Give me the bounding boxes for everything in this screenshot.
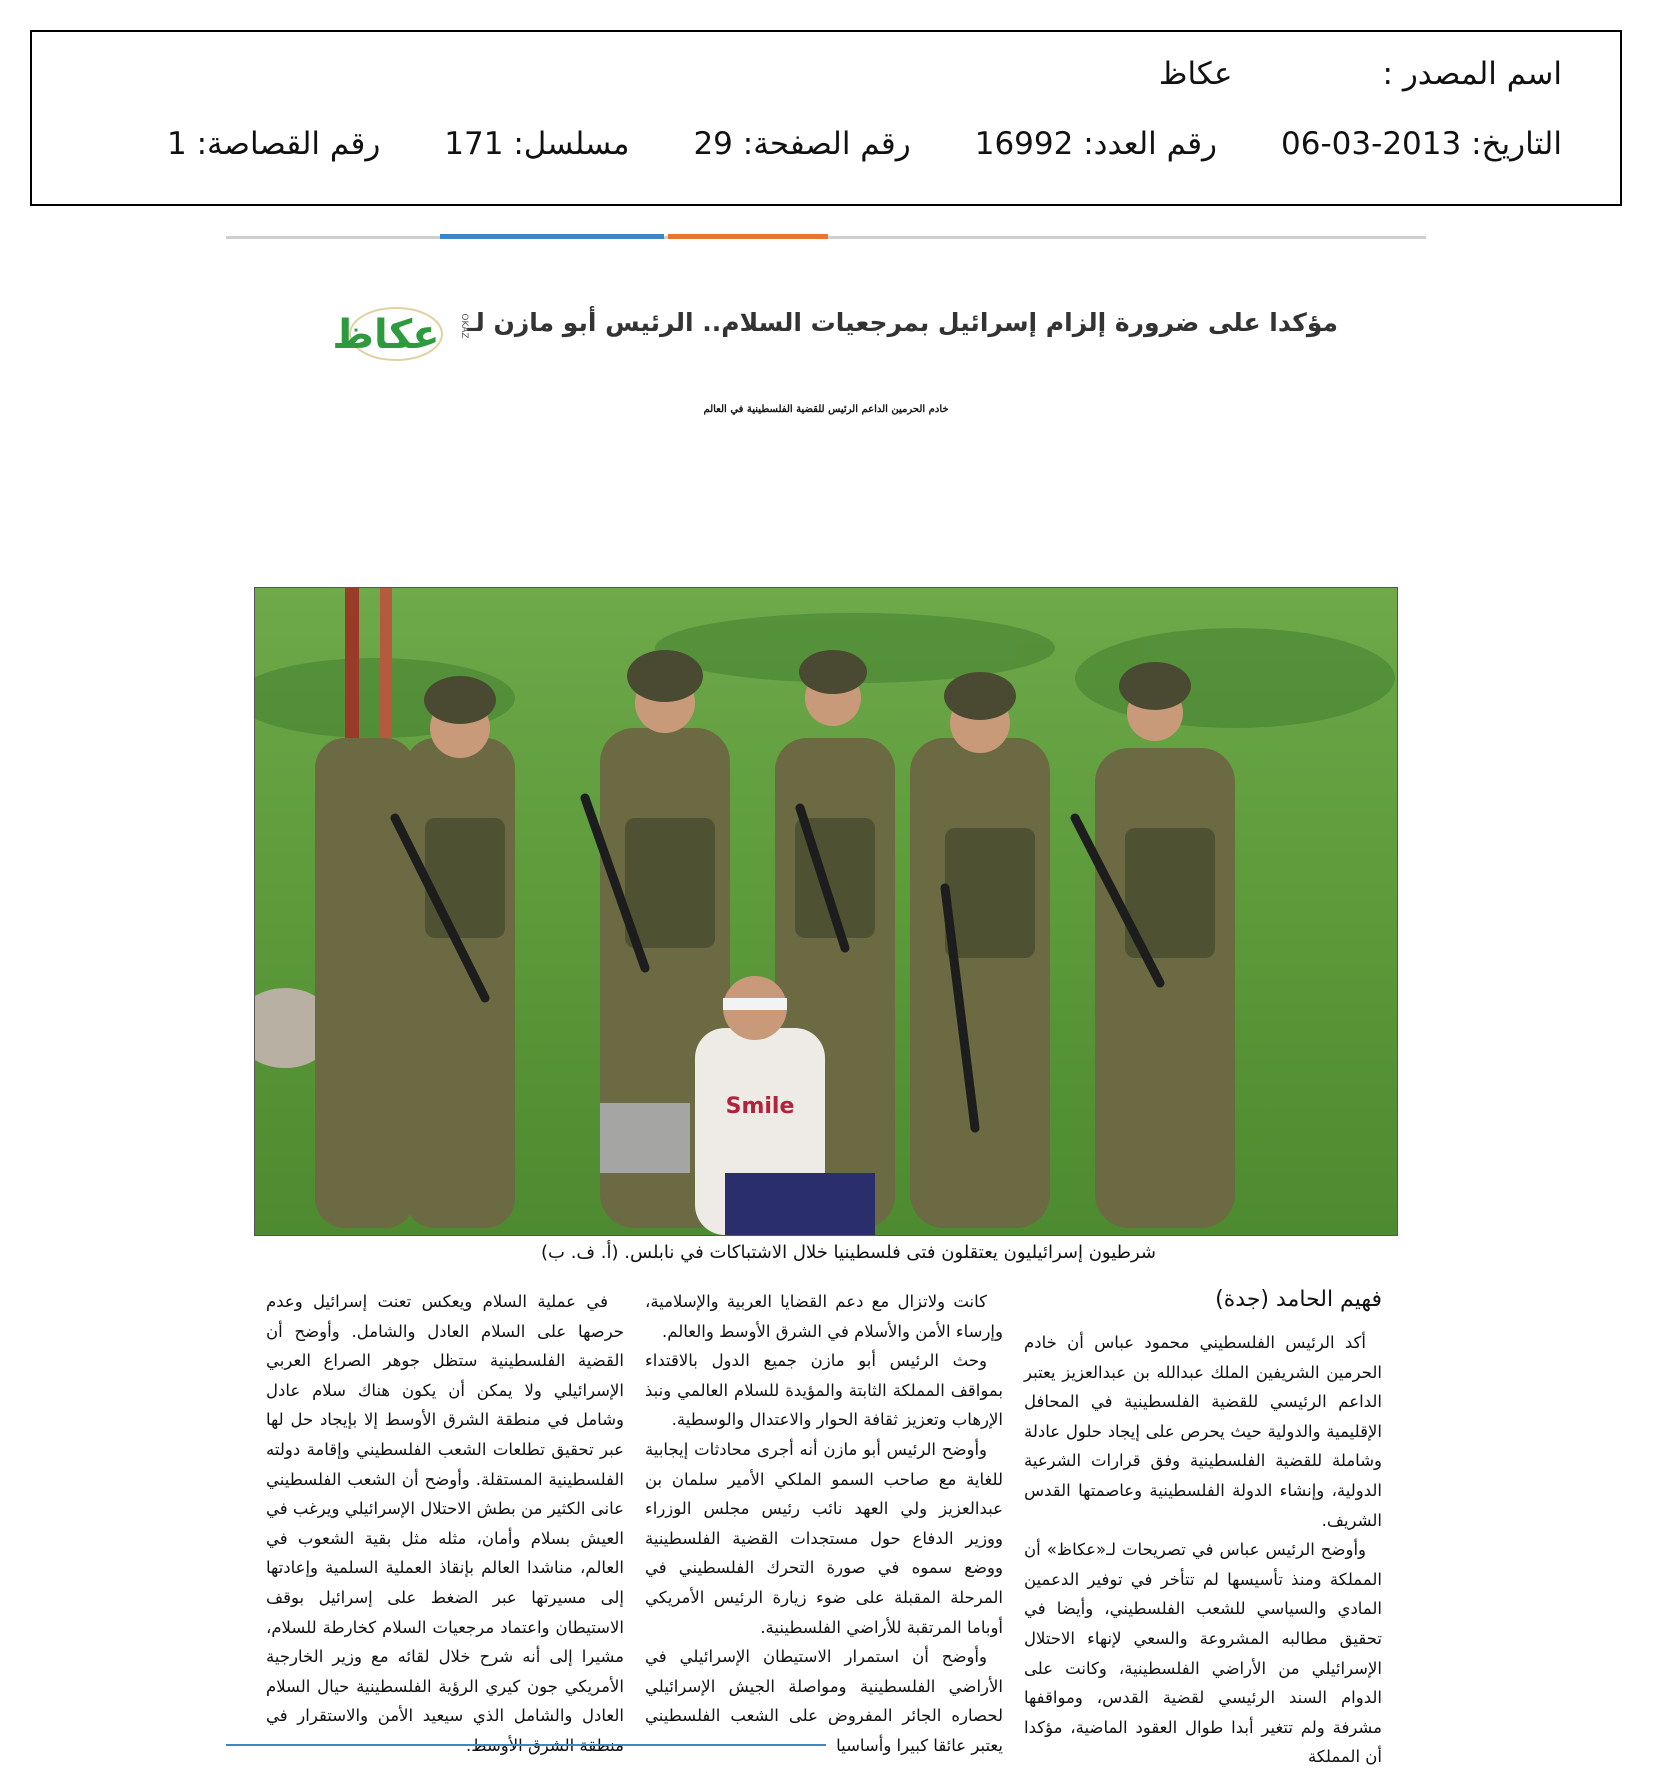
date-label: التاريخ: [1471,126,1562,162]
paragraph: كانت ولاتزال مع دعم القضايا العربية والإسلامية، وإرساء الأمن والأسلام في الشرق الأوسط والعالم. [645,1292,1003,1341]
source-row [1159,56,1562,92]
source-label: اسم المصدر : [1382,56,1562,92]
article-column-1 [1024,1328,1382,1772]
shirt-text: Smile [725,1094,795,1119]
logo-text: عكاظ [332,312,440,358]
page-field [693,126,910,162]
logo-sub-text: OKAZ [459,313,469,339]
issue-label: رقم العدد: [1083,126,1218,162]
paragraph: أكد الرئيس الفلسطيني محمود عباس أن خادم الحرمين الشريفين الملك عبدالله بن عبدالعزيز يعتبر الداعم الرئيسي للقضية الفلسطينية في المحافل الإقليمية والدولية حيث يحرص على إيجاد حلول عادلة وشاملة للقضية الفلسطينية وفق قرارات الشرعية الدولية، وإنشاء الدولة الفلسطينية وعاصمتها القدس الشريف. [1024,1333,1382,1530]
byline: فهيم الحامد (جدة) [1215,1287,1382,1312]
paragraph: وأوضح الرئيس عباس في تصريحات لـ«عكاظ» أن المملكة ومنذ تأسيسها لم تتأخر في توفير الدعمين المادي والسياسي للشعب الفلسطيني، وأيضا في تحقيق مطالبه المشروعة والسعي لإنهاء الاحتلال الإسرائيلي من الأراضي الفلسطينية، وكانت على الدوام السند الرئيسي لقضية القدس، ومواقفها مشرفة ولم تتغير أبدا طوال العقود الماضية، مؤكدا أن المملكة [1024,1540,1382,1767]
page-label: رقم الصفحة: [742,126,911,162]
source-value: عكاظ [1158,56,1233,92]
paragraph: وأوضح الرئيس أبو مازن أنه أجرى محادثات إيجابية للغاية مع صاحب السمو الملكي الأمير سلمان بن عبدالعزيز ولي العهد نائب رئيس مجلس الوزراء ووزير الدفاع حول مستجدات القضية الفلسطينية ووضع سموه في صورة التحرك الفلسطيني في المرحلة المقبلة على ضوء زيارة الرئيس الأمريكي أوباما المرتقبة للأراضي الفلسطينية. [645,1439,1003,1637]
kicker-text: مؤكدا على ضرورة إلزام إسرائيل بمرجعيات السلام.. الرئيس أبو مازن لـ [466,308,1338,337]
details-row [167,126,1562,162]
date-value: 2013-03-06 [1281,126,1462,162]
paragraph: وحث الرئيس أبو مازن جميع الدول بالاقتداء بمواقف المملكة الثابتة والمؤيدة للسلام العالمي ونبذ الإرهاب وتعزيز ثقافة الحوار والاعتدال والوسطية. [645,1351,1003,1430]
page-value: 29 [693,126,733,162]
article-column-2 [645,1287,1003,1761]
news-photo [254,587,1398,1236]
clip-number-value: 1 [166,126,187,162]
headline: خادم الحرمين الداعم الرئيس للقضية الفلسطينية في العالم [703,404,949,415]
serial-field [444,126,629,162]
top-rule [226,236,1426,239]
clip-number-label: رقم القصاصة: [196,126,381,162]
paragraph: في عملية السلام ويعكس تعنت إسرائيل وعدم حرصها على السلام العادل والشامل. وأوضح أن القضية الفلسطينية ستظل جوهر الصراع العربي الإسرائيلي ولا يمكن أن يكون هناك سلام عادل وشامل في منطقة الشرق الأوسط إلا بإيجاد حل لها عبر تحقيق تطلعات الشعب الفلسطيني وإقامة دولته الفلسطينية المستقلة. وأوضح أن الشعب الفلسطيني عانى الكثير من بطش الاحتلال الإسرائيلي ويرغب في العيش بسلام وأمان، مثله مثل بقية الشعوب في العالم، مناشدا العالم بإنقاذ العملية السلمية وإعادتها إلى مسيرتها عبر الضغط على إسرائيل بوقف الاستيطان واعتماد مرجعيات السلام كخارطة للسلام، مشيرا إلى أنه شرح خلال لقائه مع وزير الخارجية الأمريكي جون كيري الرؤية الفلسطينية حيال السلام العادل والشامل الذي سيعيد الأمن والاستقرار في [266,1292,624,1726]
date-field [1281,126,1562,162]
clipping-metadata-box [30,30,1622,206]
photo-caption: شرطيون إسرائيليون يعتقلون فتى فلسطينيا خلال الاشتباكات في نابلس. (أ. ف. ب) [541,1242,1156,1263]
newspaper-clipping [226,232,1426,1767]
issue-value: 16992 [974,126,1074,162]
clip-number-field [167,126,380,162]
article-column-3 [266,1287,624,1761]
bottom-rule [226,1744,826,1746]
serial-value: 171 [444,126,504,162]
top-rule-orange-segment [668,234,828,239]
paragraph: وأوضح أن استمرار الاستيطان الإسرائيلي في الأراضي الفلسطينية ومواصلة الجيش الإسرائيلي لحصاره الجائر المفروض على الشعب الفلسطيني يعتبر عائقا كبيرا وأساسيا [645,1647,1003,1755]
top-rule-blue-segment [440,234,664,239]
issue-field [975,126,1217,162]
serial-label: مسلسل: [513,126,630,162]
okaz-logo [306,304,470,368]
